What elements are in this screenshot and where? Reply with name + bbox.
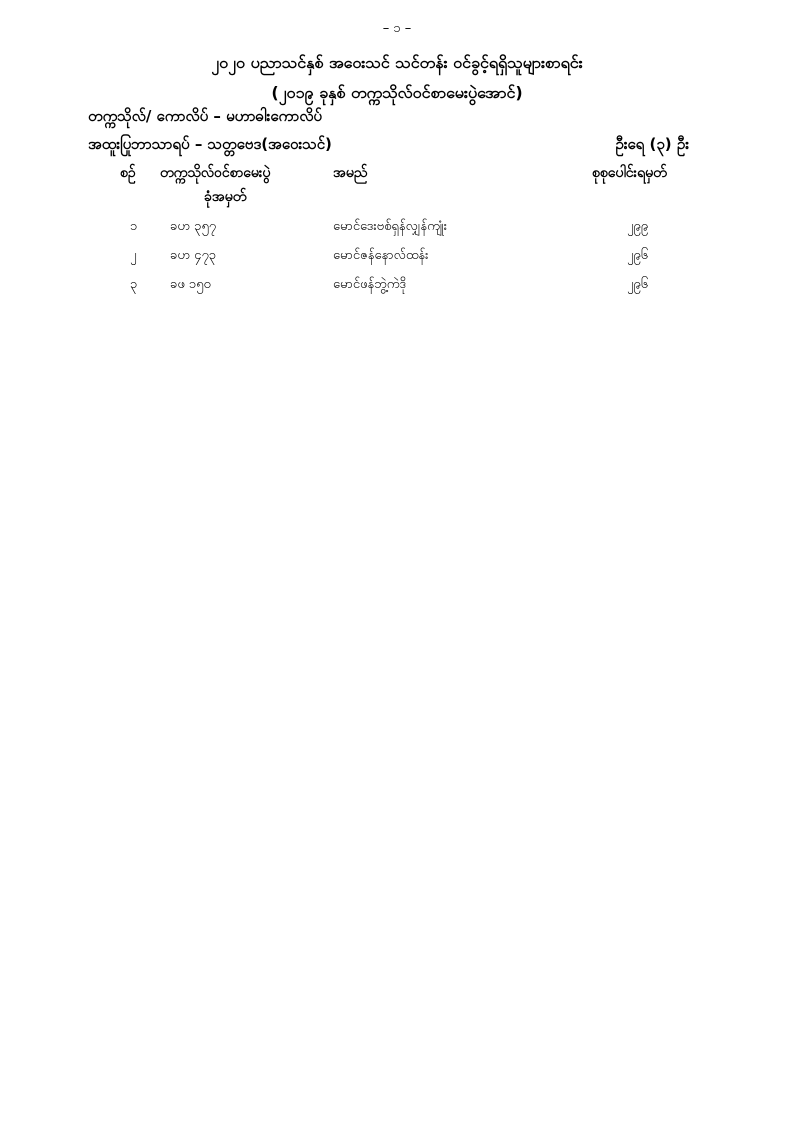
page-number: – ၁ – [382, 21, 412, 36]
total-marks: ၂၉၉ [627, 219, 649, 234]
header-no: စဉ် [120, 165, 136, 181]
row-number: ၂ [130, 248, 137, 263]
roll-number: ခဖ ၁၅၀ [170, 277, 211, 292]
total-marks: ၂၉၆ [627, 277, 649, 292]
student-name: မောင်ဇန်နောလ်ထန်း [333, 248, 429, 263]
university-line: တက္ကသိုလ်/ ကောလိပ် – မဟာဓါးကောလိပ် [88, 107, 322, 125]
table-row [0, 218, 794, 244]
header-roll-number: တက္ကသိုလ်ဝင်စာမေးပွဲ [160, 165, 271, 181]
table-row [0, 247, 794, 273]
table-row [0, 276, 794, 302]
header-total-marks: စုစုပေါင်းရမှတ် [592, 165, 667, 181]
row-number: ၃ [130, 277, 138, 292]
student-name: မောင်ဒေးဗစ်ရှန်လျှန်ကျုံး [333, 219, 448, 234]
total-marks: ၂၉၆ [627, 248, 649, 263]
document-title: ၂၀၂၀ ပညာသင်နှစ် အဝေးသင် သင်တန်း ဝင်ခွင့်ရရှိသူများစာရင်း [211, 53, 583, 72]
header-name: အမည် [333, 165, 368, 181]
count-label: ဦးရေ (၃) ဦး [615, 135, 689, 153]
header-roll-number-line2: ခုံအမှတ် [204, 189, 247, 205]
roll-number: ခဟ ၄၇၃ [170, 248, 217, 263]
document-subtitle: (၂၀၁၉ ခုနှစ် တက္ကသိုလ်ဝင်စာမေးပွဲအောင်) [271, 83, 523, 102]
roll-number: ခဟ ၃၅၇ [170, 219, 217, 234]
student-name: မောင်ဖန်ဘွဲ့ကဲဒို [333, 277, 407, 292]
major-label: အထူးပြုဘာသာရပ် – သတ္တဗေဒ(အဝေးသင်) [88, 135, 332, 153]
row-number: ၁ [130, 219, 138, 234]
